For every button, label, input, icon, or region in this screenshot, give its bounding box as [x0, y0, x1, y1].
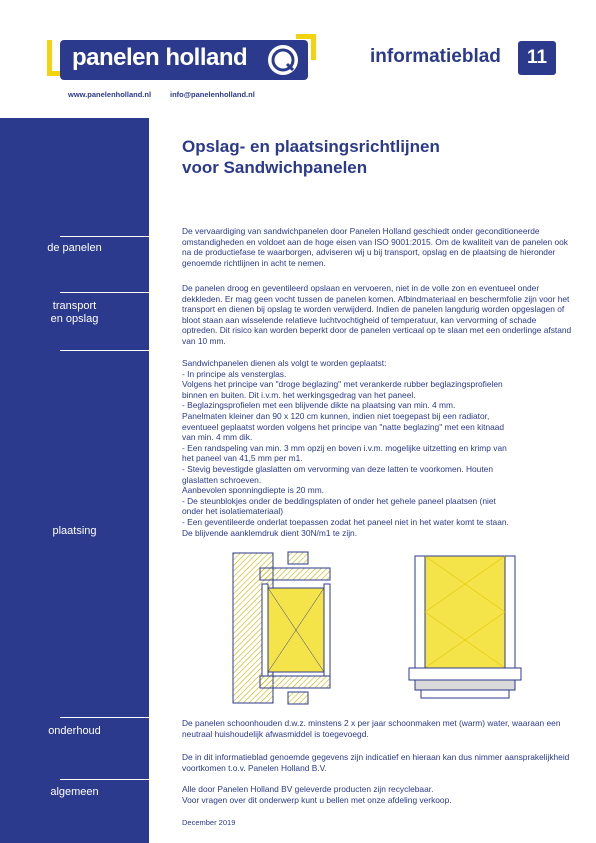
plaatsing-line: Sandwichpanelen dienen als volgt te worden geplaatst:	[182, 358, 387, 368]
label-de-panelen: de panelen	[47, 242, 102, 254]
divider-line	[60, 350, 149, 351]
publication-date: December 2019	[182, 818, 236, 827]
plaatsing-line: - In principe als vensterglas.	[182, 368, 287, 379]
plaatsing-line: - De steunblokjes onder de beddingsplaten of onder het gehele paneel plaatsen (niet	[182, 495, 496, 506]
plaatsing-line: binnen en buiten. Dit i.v.m. het werkingsgedrag van het paneel.	[182, 389, 416, 400]
label-transport-line2: en opslag	[50, 313, 99, 325]
doc-number: 11	[518, 41, 556, 75]
page-title-line2: voor Sandwichpanelen	[182, 158, 368, 177]
divider-line	[60, 717, 149, 718]
label-algemeen: algemeen	[50, 786, 99, 798]
panelen-text: De vervaardiging van sandwichpanelen door Panelen Holland geschiedt onder geconditioneerde omstandigheden en voldoet aan de hoge eisen van ISO 9001:2015. Om de kwaliteit van de panelen ook na de productiefase te waarborgen, adviseren wij u bij transport, opslag en de plaatsing de hieronder genoemde richtlijnen in acht te nemen.	[182, 226, 568, 268]
onderhoud-text: De panelen schoonhouden d.w.z. minstens 2 x per jaar schoonmaken met (warm) water, waaraan een neutraal huishoudelijk afwasmiddel is toegevoegd.	[182, 718, 561, 739]
algemeen-text-3: Voor vragen over dit onderwerp kunt u bellen met onze afdeling verkoop.	[182, 795, 452, 805]
logo-accent	[47, 40, 61, 76]
page-title-line1: Opslag- en plaatsingsrichtlijnen	[182, 137, 440, 156]
doc-type: informatieblad	[370, 46, 501, 67]
plaatsing-line: van min. 4 mm dik.	[182, 432, 253, 443]
divider-line	[60, 292, 149, 293]
page-title	[182, 136, 440, 178]
algemeen-text-2: Alle door Panelen Holland BV geleverde producten zijn recyclebaar.	[182, 784, 434, 794]
divider-line	[60, 236, 149, 237]
plaatsing-line: - Een geventileerde onderlat toepassen zodat het paneel niet in het water komt te staan.	[182, 516, 509, 527]
plaatsing-line: Aanbevolen sponningdiepte is 20 mm.	[182, 485, 325, 496]
plaatsing-line: Panelmaten kleiner dan 90 x 120 cm kunnen, indien niet toegepast bij een radiator,	[182, 410, 490, 421]
plaatsing-line: - Stevig bevestigde glaslatten om vervorming van deze latten te voorkomen. Houten	[182, 463, 493, 474]
divider-line	[60, 779, 149, 780]
plaatsing-line: eventueel geplaatst worden volgens het principe van "natte beglazing" met een kitnaad	[182, 421, 505, 432]
algemeen-text-1: De in dit informatieblad genoemde gegevens zijn indicatief en hieraan kan dus nimmer aansprakelijkheid voortkomen t.o.v. Panelen Holland B.V.	[182, 752, 570, 773]
logo-text: panelen holland	[72, 44, 248, 71]
label-onderhoud: onderhoud	[48, 725, 101, 737]
glazing-detail-drawing-right	[405, 552, 525, 704]
website-link[interactable]: www.panelenholland.nl	[68, 90, 152, 99]
plaatsing-line: Volgens het principe van "droge beglazing" met verankerde rubber beglazingsprofielen	[182, 379, 503, 390]
label-transport	[0, 300, 149, 326]
glazing-detail-drawing-left	[228, 548, 358, 708]
label-plaatsing: plaatsing	[52, 525, 97, 537]
plaatsing-line: - Beglazingsprofielen met een blijvende dikte na plaatsing van min. 4 mm.	[182, 400, 456, 411]
quality-badge-icon	[266, 43, 300, 77]
plaatsing-list	[182, 358, 572, 538]
email-link[interactable]: info@panelenholland.nl	[170, 90, 255, 99]
transport-text: De panelen droog en geventileerd opslaan en vervoeren, niet in de volle zon en eventueel onder dekkleden. Er mag geen vocht tussen de panelen komen. Afbindmateriaal en beschermfolie zijn voor het transport en dienen bij opslag te worden verwijderd. Indien de panelen langdurig worden opgeslagen of bloot staan aan wisselende relatieve luchtvochtigheid of temperatuur, kan vervorming of schade optreden. Dit risico kan worden beperkt door de panelen verticaal op te slaan met een onderlinge afstand van 10 mm.	[182, 283, 572, 346]
plaatsing-line: het paneel van 41,5 mm per m1.	[182, 453, 303, 464]
label-transport-line1: transport	[52, 300, 97, 312]
plaatsing-line: De blijvende aanklemdruk dient 30N/m1 te zijn.	[182, 527, 358, 538]
plaatsing-line: glaslatten schroeven.	[182, 474, 262, 485]
plaatsing-line: onder het isolatiemateriaal)	[182, 506, 284, 517]
plaatsing-line: - Een randspeling van min. 3 mm opzij en boven i.v.m. mogelijke uitzetting en krimp van	[182, 442, 507, 453]
